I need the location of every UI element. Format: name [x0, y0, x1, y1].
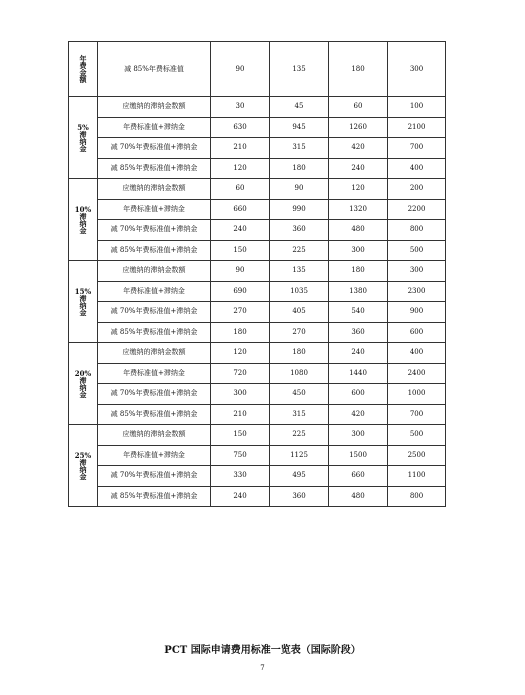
fee-value-cell: 1440 — [329, 363, 388, 384]
fee-value-cell: 30 — [211, 97, 270, 118]
table-row — [69, 97, 446, 118]
fee-value-cell: 700 — [388, 404, 446, 425]
table-row — [69, 281, 446, 302]
fee-value-cell: 690 — [211, 281, 270, 302]
group-label — [69, 425, 98, 507]
fee-value-cell: 240 — [211, 220, 270, 241]
fee-value-cell: 150 — [211, 240, 270, 261]
group-label-char: 金 — [79, 225, 87, 235]
page-number: 7 — [260, 664, 265, 672]
table-row — [69, 343, 446, 364]
fee-value-cell: 270 — [211, 302, 270, 323]
fee-value-cell: 400 — [388, 158, 446, 179]
fee-value-cell: 480 — [329, 220, 388, 241]
group-label-char: 纳 — [79, 136, 87, 146]
group-label-char: 滞 — [79, 129, 87, 139]
fee-value-cell: 900 — [388, 302, 446, 323]
fee-value-cell: 600 — [329, 384, 388, 405]
fee-value-cell: 800 — [388, 220, 446, 241]
group-label-char: 滞 — [79, 457, 87, 467]
fee-value-cell: 270 — [270, 322, 329, 343]
fee-value-cell: 240 — [329, 158, 388, 179]
group-label-char: 25% — [74, 450, 92, 460]
row-label: 减 85%年费标准值+滞纳金 — [98, 322, 211, 343]
fee-value-cell: 450 — [270, 384, 329, 405]
group-label-char: 纳 — [79, 382, 87, 392]
row-label: 减 70%年费标准值+滞纳金 — [98, 220, 211, 241]
group-label-char: 纳 — [79, 218, 87, 228]
fee-value-cell: 400 — [388, 343, 446, 364]
fee-value-cell: 2200 — [388, 199, 446, 220]
fee-value-cell: 1125 — [270, 445, 329, 466]
group-label-char: 纳 — [79, 464, 87, 474]
group-label — [69, 343, 98, 425]
row-label: 减 70%年费标准值+滞纳金 — [98, 138, 211, 159]
row-label: 减 85%年费标准值+滞纳金 — [98, 240, 211, 261]
fee-value-cell: 990 — [270, 199, 329, 220]
group-label-char: 金 — [79, 307, 87, 317]
fee-table — [68, 41, 446, 507]
table-row — [69, 404, 446, 425]
table-row — [69, 322, 446, 343]
table-row — [69, 158, 446, 179]
group-label-char: 20% — [74, 368, 92, 378]
table-row — [69, 302, 446, 323]
fee-value-cell: 500 — [388, 240, 446, 261]
table-row — [69, 117, 446, 138]
table-row — [69, 138, 446, 159]
fee-value-cell: 120 — [211, 343, 270, 364]
table-row — [69, 425, 446, 446]
fee-value-cell: 2100 — [388, 117, 446, 138]
fee-value-cell: 660 — [329, 466, 388, 487]
row-label: 应缴纳的滞纳金数额 — [98, 425, 211, 446]
group-label — [69, 97, 98, 179]
table-row — [69, 42, 446, 97]
row-label: 减 70%年费标准值+滞纳金 — [98, 302, 211, 323]
row-label: 减 85%年费标准值+滞纳金 — [98, 486, 211, 507]
row-label: 应缴纳的滞纳金数额 — [98, 179, 211, 200]
fee-value-cell: 1500 — [329, 445, 388, 466]
group-label-char: 滞 — [79, 375, 87, 385]
fee-value-cell: 360 — [329, 322, 388, 343]
group-label-char: 15% — [74, 286, 92, 296]
fee-value-cell: 210 — [211, 404, 270, 425]
group-label-char: 滞 — [79, 211, 87, 221]
group-label-char: 金 — [79, 471, 87, 481]
fee-value-cell: 1000 — [388, 384, 446, 405]
fee-value-cell: 480 — [329, 486, 388, 507]
fee-value-cell: 315 — [270, 404, 329, 425]
fee-value-cell: 120 — [211, 158, 270, 179]
fee-value-cell: 240 — [329, 343, 388, 364]
fee-value-cell: 300 — [329, 425, 388, 446]
table-row — [69, 240, 446, 261]
fee-value-cell: 60 — [211, 179, 270, 200]
fee-value-cell: 330 — [211, 466, 270, 487]
group-label-char: 金 — [79, 389, 87, 399]
fee-value-cell: 1100 — [388, 466, 446, 487]
fee-value-cell: 700 — [388, 138, 446, 159]
row-label: 减 70%年费标准值+滞纳金 — [98, 466, 211, 487]
fee-value-cell: 720 — [211, 363, 270, 384]
fee-value-cell: 750 — [211, 445, 270, 466]
table-row — [69, 445, 446, 466]
row-label: 年费标准值+滞纳金 — [98, 363, 211, 384]
fee-value-cell: 180 — [211, 322, 270, 343]
row-label: 减 85%年费标准值+滞纳金 — [98, 158, 211, 179]
table-row — [69, 384, 446, 405]
document-title: PCT 国际申请费用标准一览表（国际阶段） — [164, 645, 361, 656]
fee-value-cell: 1035 — [270, 281, 329, 302]
group-label-char: 年 — [79, 54, 87, 63]
group-label — [69, 261, 98, 343]
table-row — [69, 261, 446, 282]
fee-value-cell: 945 — [270, 117, 329, 138]
table-row — [69, 220, 446, 241]
row-label: 年费标准值+滞纳金 — [98, 117, 211, 138]
fee-value-cell: 800 — [388, 486, 446, 507]
group-label-char: 费 — [79, 61, 87, 70]
fee-value-cell: 300 — [388, 42, 446, 97]
fee-value-cell: 90 — [270, 179, 329, 200]
row-label: 应缴纳的滞纳金数额 — [98, 97, 211, 118]
group-label-char: 10% — [74, 204, 92, 214]
fee-value-cell: 60 — [329, 97, 388, 118]
fee-value-cell: 300 — [388, 261, 446, 282]
group-label-char: 滞 — [79, 293, 87, 303]
fee-value-cell: 240 — [211, 486, 270, 507]
row-label: 年费标准值+滞纳金 — [98, 281, 211, 302]
fee-value-cell: 315 — [270, 138, 329, 159]
fee-value-cell: 225 — [270, 240, 329, 261]
fee-value-cell: 2500 — [388, 445, 446, 466]
fee-table-body — [69, 42, 446, 507]
table-row — [69, 486, 446, 507]
fee-value-cell: 1080 — [270, 363, 329, 384]
group-label — [69, 42, 98, 97]
group-label-char: 纳 — [79, 300, 87, 310]
group-label-char: 5% — [77, 122, 89, 132]
row-label: 应缴纳的滞纳金数额 — [98, 261, 211, 282]
fee-value-cell: 1320 — [329, 199, 388, 220]
fee-value-cell: 45 — [270, 97, 329, 118]
fee-value-cell: 135 — [270, 42, 329, 97]
fee-value-cell: 120 — [329, 179, 388, 200]
fee-value-cell: 2400 — [388, 363, 446, 384]
group-label — [69, 179, 98, 261]
fee-value-cell: 2300 — [388, 281, 446, 302]
fee-value-cell: 90 — [211, 42, 270, 97]
row-label: 年费标准值+滞纳金 — [98, 199, 211, 220]
fee-value-cell: 300 — [329, 240, 388, 261]
fee-value-cell: 360 — [270, 220, 329, 241]
group-label-char: 金 — [79, 68, 87, 77]
row-label: 年费标准值+滞纳金 — [98, 445, 211, 466]
fee-value-cell: 420 — [329, 404, 388, 425]
fee-value-cell: 660 — [211, 199, 270, 220]
fee-value-cell: 180 — [329, 42, 388, 97]
fee-value-cell: 360 — [270, 486, 329, 507]
fee-value-cell: 1260 — [329, 117, 388, 138]
fee-value-cell: 200 — [388, 179, 446, 200]
fee-value-cell: 420 — [329, 138, 388, 159]
fee-value-cell: 90 — [211, 261, 270, 282]
row-label: 减 85%年费标准值 — [98, 42, 211, 97]
fee-value-cell: 100 — [388, 97, 446, 118]
table-row — [69, 363, 446, 384]
fee-value-cell: 180 — [329, 261, 388, 282]
fee-value-cell: 1380 — [329, 281, 388, 302]
fee-value-cell: 210 — [211, 138, 270, 159]
fee-value-cell: 135 — [270, 261, 329, 282]
row-label: 减 85%年费标准值+滞纳金 — [98, 404, 211, 425]
fee-value-cell: 630 — [211, 117, 270, 138]
table-row — [69, 199, 446, 220]
row-label: 减 70%年费标准值+滞纳金 — [98, 384, 211, 405]
row-label: 应缴纳的滞纳金数额 — [98, 343, 211, 364]
fee-value-cell: 150 — [211, 425, 270, 446]
table-row — [69, 179, 446, 200]
fee-value-cell: 405 — [270, 302, 329, 323]
fee-value-cell: 225 — [270, 425, 329, 446]
fee-value-cell: 500 — [388, 425, 446, 446]
fee-value-cell: 540 — [329, 302, 388, 323]
group-label-char: 金 — [79, 143, 87, 153]
table-row — [69, 466, 446, 487]
fee-value-cell: 600 — [388, 322, 446, 343]
group-label-char: 额 — [79, 75, 87, 84]
fee-value-cell: 180 — [270, 158, 329, 179]
fee-value-cell: 300 — [211, 384, 270, 405]
fee-value-cell: 180 — [270, 343, 329, 364]
fee-value-cell: 495 — [270, 466, 329, 487]
